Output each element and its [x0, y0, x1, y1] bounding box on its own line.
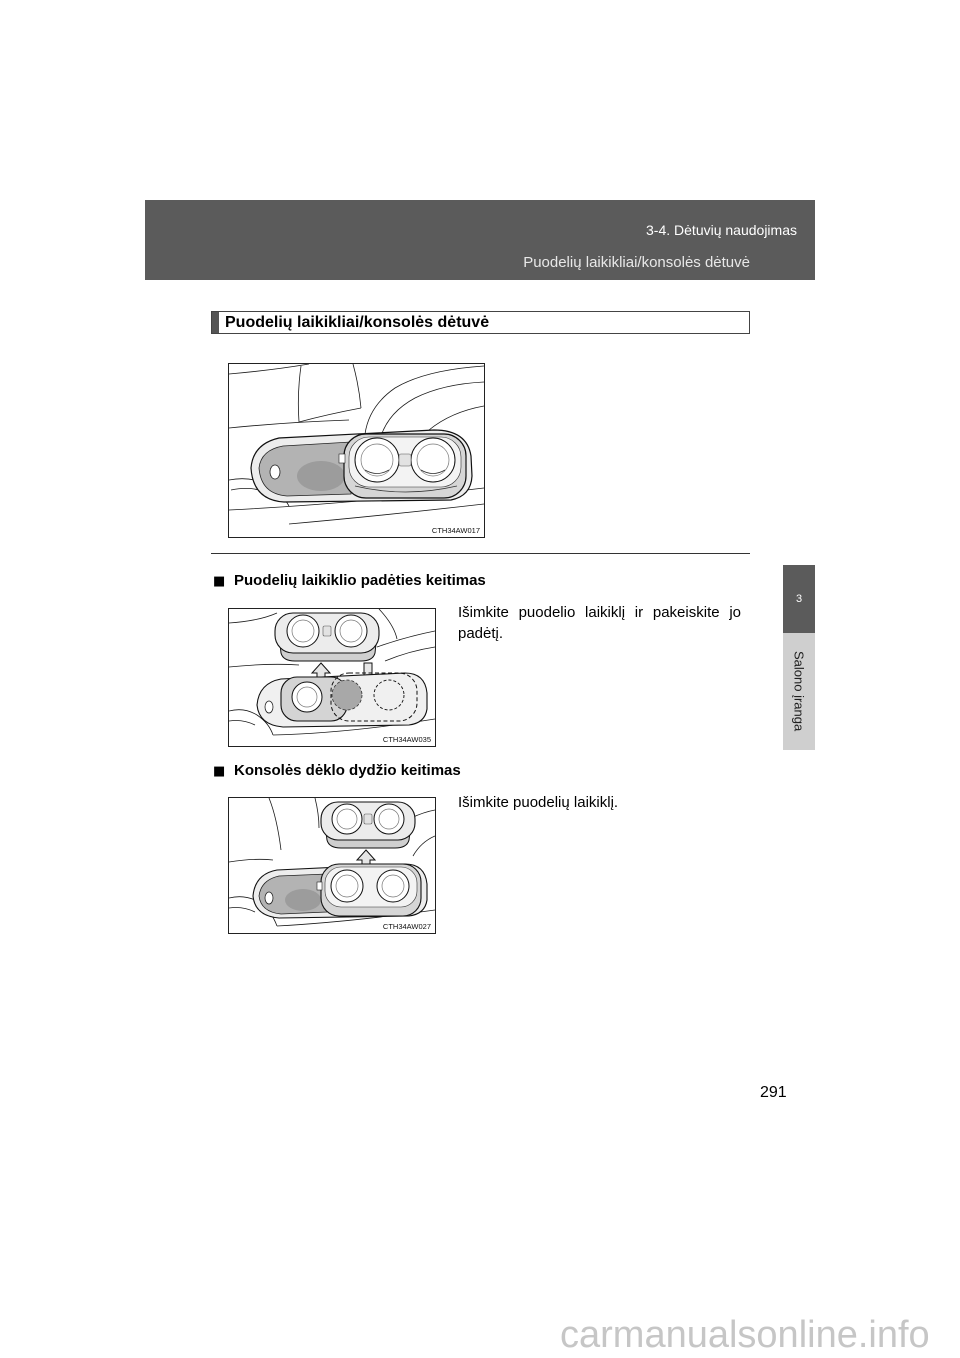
console-knob	[265, 701, 273, 713]
section-heading	[211, 311, 750, 334]
subsection-title-text: Konsolės dėklo dydžio keitimas	[234, 762, 461, 779]
page-header	[145, 200, 815, 280]
console-overview-illustration	[229, 364, 484, 537]
chapter-tab-number: 3	[795, 593, 803, 605]
lifted-divider-slot	[323, 626, 331, 636]
front-trim-line	[229, 721, 255, 726]
bullet-square-icon: ■	[213, 764, 226, 779]
figure-reposition-holder	[228, 608, 436, 747]
subsection-title-text: Puodelių laikiklio padėties keitimas	[234, 572, 486, 589]
cup-well-left	[355, 438, 399, 482]
chapter-tab-number-box	[783, 565, 815, 633]
cup-divider-slot	[399, 454, 411, 466]
cup-well-right	[411, 438, 455, 482]
figure-console-overview	[228, 363, 485, 538]
storage-gap	[332, 680, 362, 710]
storage-shadow	[297, 461, 345, 491]
dashboard-line	[229, 859, 273, 862]
console-knob	[270, 465, 280, 479]
watermark: carmanualsonline.info	[560, 1314, 930, 1356]
dashboard-line	[229, 420, 349, 428]
page-number: 291	[760, 1084, 787, 1101]
armrest-right-edge	[315, 798, 319, 828]
cup-holder-latch	[339, 454, 345, 463]
right-seat-inner	[385, 647, 435, 661]
section-divider	[211, 553, 750, 554]
storage-shadow	[285, 889, 321, 911]
lifted-cup-well-left	[332, 804, 362, 834]
right-seat-inner	[413, 836, 435, 856]
reposition-holder-illustration	[229, 609, 435, 746]
section-heading-bar	[212, 312, 219, 333]
right-seat-cushion	[429, 406, 484, 430]
cup-holder-latch	[317, 882, 322, 890]
floor-line-lower	[289, 504, 484, 524]
chapter-tab-title: Salono įranga	[791, 651, 807, 732]
left-seat-edge	[229, 613, 277, 623]
armrest-left-edge	[298, 366, 301, 422]
right-seat-inner	[381, 382, 484, 436]
figure-remove-holder	[228, 797, 436, 934]
header-subsection-title: Puodelių laikikliai/konsolės dėtuvė	[523, 254, 750, 271]
subsection-title-tray-size	[213, 762, 461, 781]
armrest-left-edge	[269, 798, 281, 850]
left-seat-edge	[229, 364, 309, 374]
chapter-tab-title-box	[783, 633, 815, 750]
right-seat-outer	[365, 366, 484, 434]
lifted-divider-slot	[364, 814, 372, 824]
figure-code: CTH34AW027	[382, 922, 431, 931]
console-knob	[265, 892, 273, 904]
right-seat-outer	[377, 631, 435, 647]
figure-code: CTH34AW035	[382, 735, 431, 744]
cup-well	[292, 682, 322, 712]
subsection-instruction-text: Išimkite puodelių laikiklį.	[458, 794, 619, 811]
subsection-title-reposition	[213, 572, 486, 591]
right-seat-side	[379, 609, 397, 639]
section-heading-text: Puodelių laikikliai/konsolės dėtuvė	[225, 314, 490, 331]
armrest-front-edge	[299, 408, 361, 422]
front-trim-line	[229, 908, 255, 913]
header-section-title: 3-4. Dėtuvių naudojimas	[646, 222, 797, 238]
dashboard-line	[229, 664, 299, 667]
lifted-cup-well-right	[374, 804, 404, 834]
bullet-square-icon: ■	[213, 574, 226, 589]
figure-code: CTH34AW017	[431, 526, 480, 535]
remove-holder-illustration	[229, 798, 435, 933]
subsection-instruction-text: Išimkite puodelio laikiklį ir pakeiskite jo padėtį.	[458, 604, 741, 642]
armrest-right-edge	[353, 364, 361, 408]
